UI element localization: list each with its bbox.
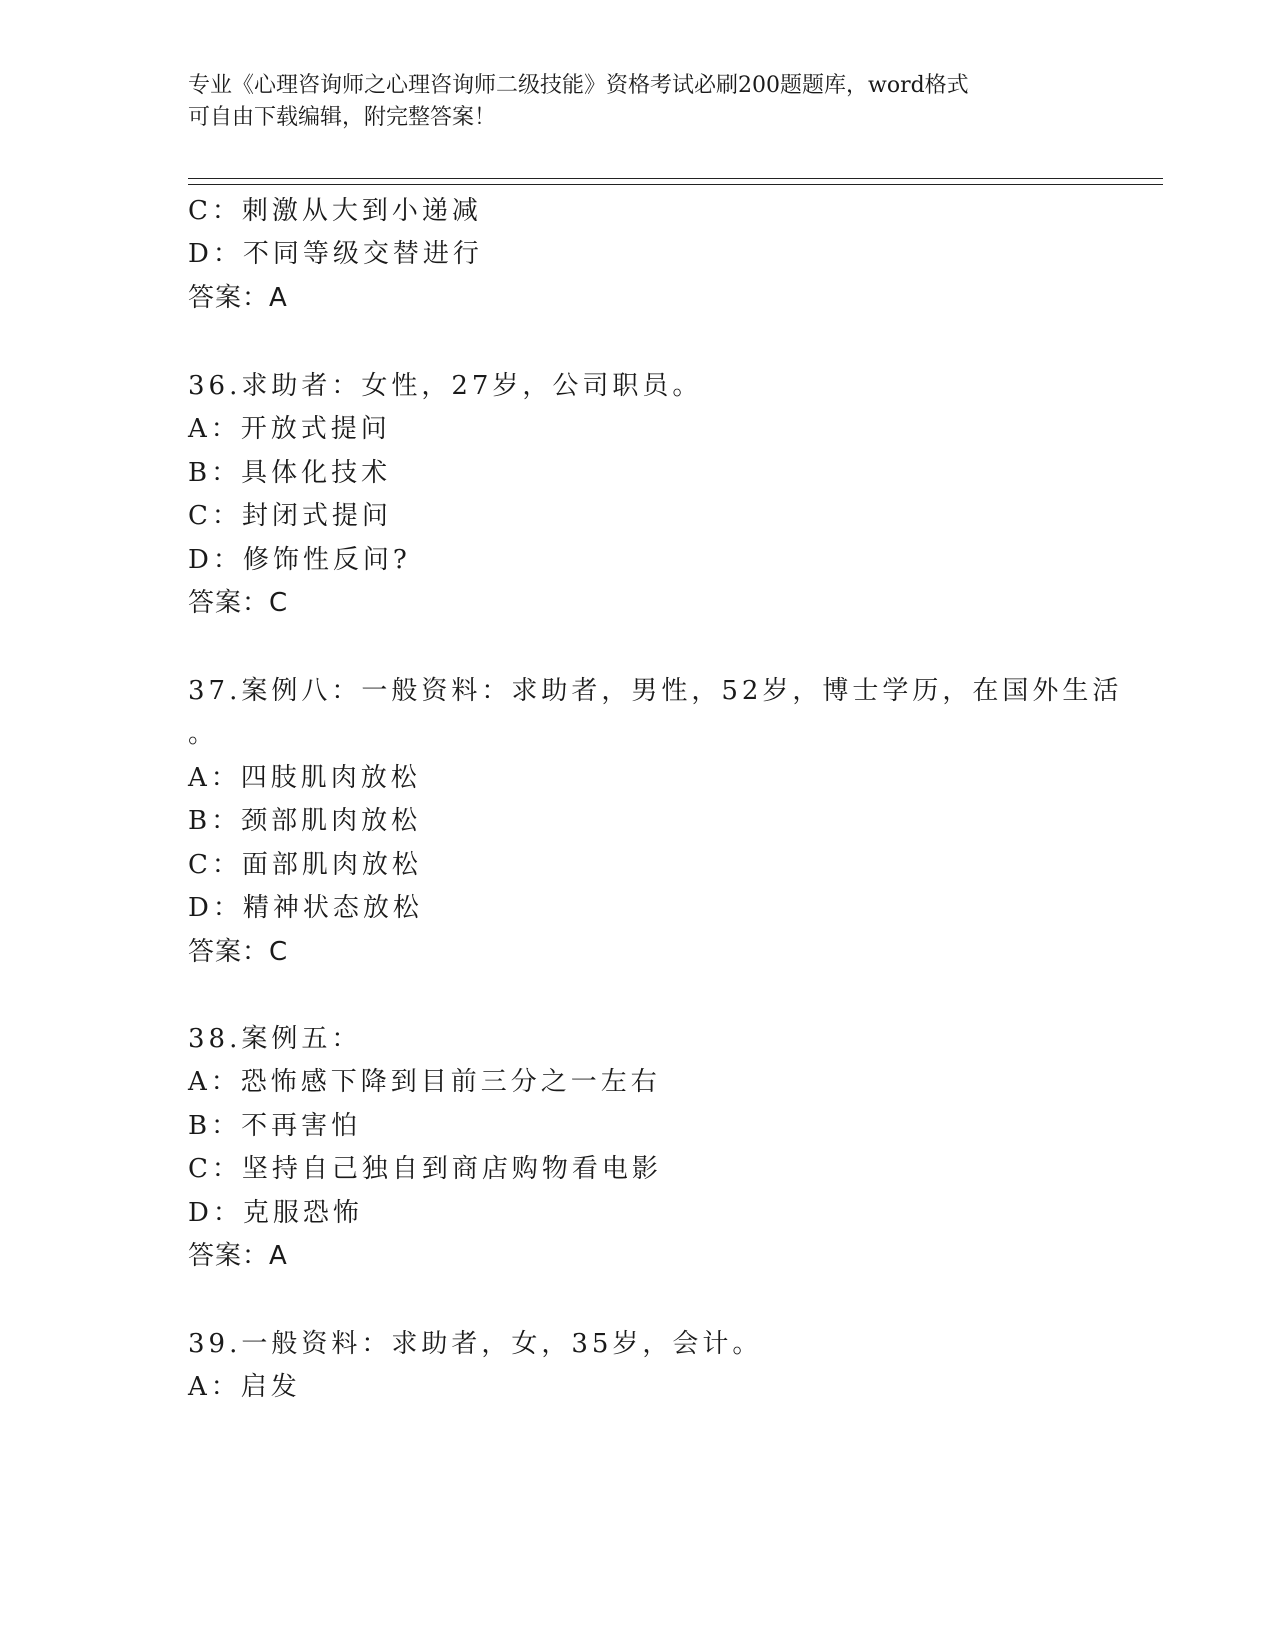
header-line-2: 可自由下载编辑，附完整答案！: [188, 105, 497, 130]
option-c: C：封闭式提问: [188, 501, 392, 531]
question-stem: 38.案例五：: [188, 1024, 362, 1054]
answer-line: 答案：C: [188, 937, 289, 967]
header-divider-top: [188, 178, 1163, 179]
option-c: C：刺激从大到小递减: [188, 196, 482, 226]
option-a: A：恐怖感下降到目前三分之一左右: [188, 1067, 661, 1097]
question-stem-continuation: 。: [188, 719, 219, 749]
option-b: B：不再害怕: [188, 1111, 362, 1141]
option-b: B：颈部肌肉放松: [188, 806, 422, 836]
option-d: D：不同等级交替进行: [188, 239, 483, 269]
option-b: B：具体化技术: [188, 458, 392, 488]
header-divider-bottom: [188, 184, 1163, 185]
option-a: A：启发: [188, 1372, 301, 1402]
answer-line: 答案：A: [188, 283, 288, 313]
option-c: C：坚持自己独自到商店购物看电影: [188, 1154, 662, 1184]
option-a: A：四肢肌肉放松: [188, 763, 421, 793]
option-d: D：精神状态放松: [188, 893, 423, 923]
option-a: A：开放式提问: [188, 414, 391, 444]
header-line-1: 专业《心理咨询师之心理咨询师二级技能》资格考试必刷200题题库，word格式: [188, 73, 969, 98]
question-stem: 37.案例八：一般资料：求助者，男性，52岁，博士学历，在国外生活: [188, 676, 1123, 706]
question-stem: 36.求助者：女性，27岁，公司职员。: [188, 371, 703, 401]
answer-line: 答案：A: [188, 1241, 288, 1271]
option-d: D：修饰性反问?: [188, 545, 411, 575]
document-header: [188, 70, 1088, 134]
answer-line: 答案：C: [188, 588, 289, 618]
option-c: C：面部肌肉放松: [188, 850, 422, 880]
question-stem: 39.一般资料：求助者，女，35岁，会计。: [188, 1329, 763, 1359]
option-d: D：克服恐怖: [188, 1198, 363, 1228]
